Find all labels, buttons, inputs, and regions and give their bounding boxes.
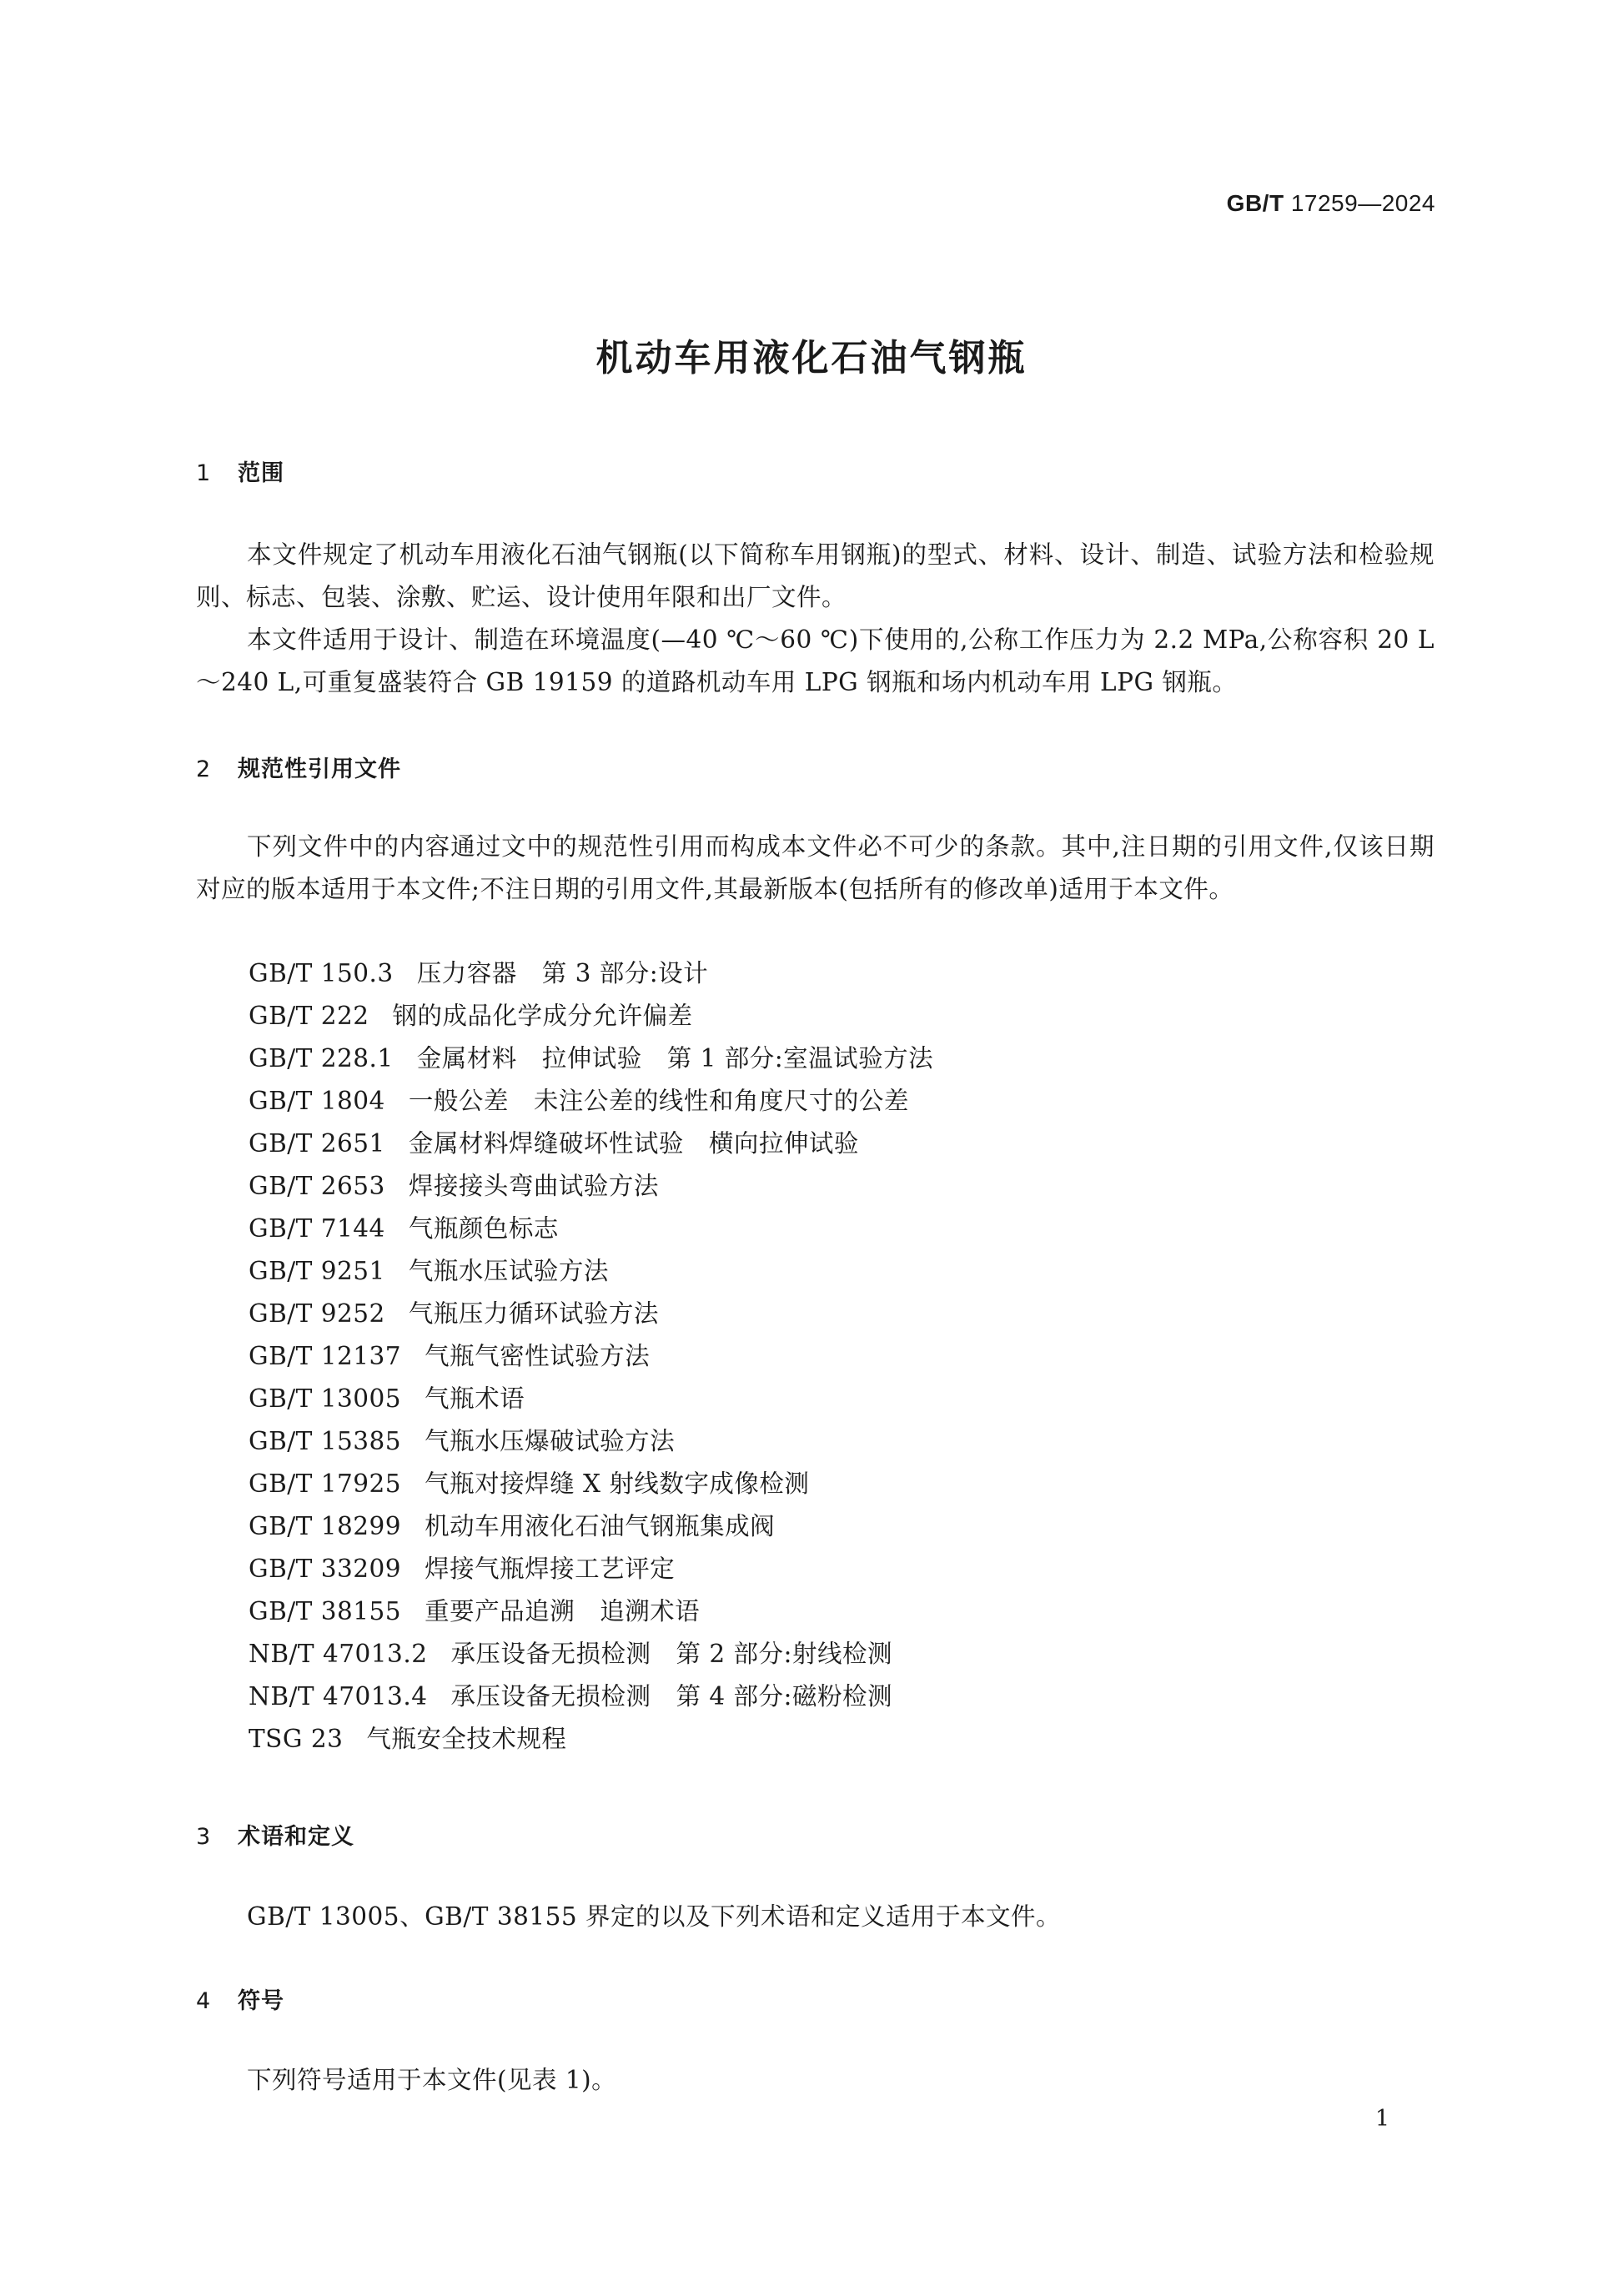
reference-item — [249, 1676, 933, 1718]
reference-title: 焊接气瓶焊接工艺评定 — [425, 1555, 676, 1583]
reference-code: GB/T 9252 — [249, 1299, 385, 1328]
reference-title: 压力容器 第 3 部分:设计 — [416, 959, 709, 987]
reference-code: TSG 23 — [249, 1725, 344, 1753]
reference-code: GB/T 17925 — [249, 1470, 402, 1498]
reference-code: NB/T 47013.4 — [249, 1682, 428, 1711]
reference-title: 气瓶压力循环试验方法 — [408, 1299, 659, 1328]
reference-code: GB/T 1804 — [249, 1087, 385, 1115]
standard-prefix: GB/T — [1226, 190, 1284, 216]
reference-item — [249, 1293, 933, 1335]
reference-code: GB/T 7144 — [249, 1214, 385, 1243]
reference-item — [249, 1633, 933, 1676]
reference-code: GB/T 12137 — [249, 1342, 402, 1370]
reference-item — [249, 1080, 933, 1123]
standard-code — [1227, 190, 1435, 217]
reference-item — [249, 1590, 933, 1633]
section-1-paragraph-1: 本文件规定了机动车用液化石油气钢瓶(以下简称车用钢瓶)的型式、材料、设计、制造、试验方法和检验规则、标志、包装、涂敷、贮运、设计使用年限和出厂文件。 — [196, 540, 1435, 611]
section-title: 符号 — [238, 1988, 284, 2014]
section-title: 规范性引用文件 — [238, 756, 401, 782]
page-number: 1 — [1374, 2106, 1389, 2132]
reference-title: 气瓶术语 — [425, 1384, 525, 1413]
reference-title: 气瓶安全技术规程 — [366, 1725, 567, 1753]
reference-item — [249, 1548, 933, 1590]
reference-title: 钢的成品化学成分允许偏差 — [392, 1002, 693, 1030]
reference-item — [249, 1420, 933, 1463]
reference-item — [249, 1718, 933, 1761]
section-1-paragraph-2: 本文件适用于设计、制造在环境温度(—40 ℃～60 ℃)下使用的,公称工作压力为 2.2 MPa,公称容积 20 L～240 L,可重复盛装符合 GB 19159 的道路机动车用 LPG 钢瓶和场内机动车用 LPG 钢瓶。 — [196, 625, 1435, 696]
reference-code: GB/T 2653 — [249, 1172, 385, 1200]
reference-title: 承压设备无损检测 第 4 部分:磁粉检测 — [450, 1682, 892, 1711]
reference-title: 气瓶颜色标志 — [408, 1214, 559, 1243]
section-title: 术语和定义 — [238, 1824, 354, 1850]
reference-item — [249, 1123, 933, 1165]
section-number: 1 — [196, 460, 212, 486]
reference-item — [249, 1037, 933, 1080]
section-4-paragraph-1: 下列符号适用于本文件(见表 1)。 — [247, 2066, 617, 2094]
normative-references-list — [249, 952, 933, 1761]
reference-item — [249, 1335, 933, 1378]
reference-code: GB/T 222 — [249, 1002, 369, 1030]
reference-code: GB/T 38155 — [249, 1597, 402, 1625]
reference-title: 承压设备无损检测 第 2 部分:射线检测 — [450, 1640, 892, 1668]
reference-item — [249, 1208, 933, 1250]
reference-code: NB/T 47013.2 — [249, 1640, 428, 1668]
section-1-heading — [196, 455, 284, 487]
reference-item — [249, 1378, 933, 1420]
reference-code: GB/T 228.1 — [249, 1044, 394, 1073]
reference-item — [249, 1463, 933, 1505]
reference-title: 气瓶气密性试验方法 — [425, 1342, 651, 1370]
section-title: 范围 — [238, 460, 284, 486]
reference-item — [249, 995, 933, 1037]
reference-item — [249, 952, 933, 995]
section-number: 3 — [196, 1824, 212, 1850]
reference-code: GB/T 18299 — [249, 1512, 402, 1540]
document-title: 机动车用液化石油气钢瓶 — [595, 337, 1028, 379]
reference-title: 气瓶水压爆破试验方法 — [425, 1427, 676, 1455]
reference-title: 金属材料焊缝破坏性试验 横向拉伸试验 — [408, 1129, 859, 1158]
reference-title: 气瓶水压试验方法 — [408, 1257, 609, 1285]
reference-item — [249, 1505, 933, 1548]
reference-title: 重要产品追溯 追溯术语 — [425, 1597, 701, 1625]
reference-code: GB/T 2651 — [249, 1129, 385, 1158]
reference-title: 焊接接头弯曲试验方法 — [408, 1172, 659, 1200]
reference-code: GB/T 13005 — [249, 1384, 402, 1413]
section-number: 2 — [196, 756, 212, 782]
section-number: 4 — [196, 1988, 212, 2014]
reference-code: GB/T 9251 — [249, 1257, 385, 1285]
reference-code: GB/T 33209 — [249, 1555, 402, 1583]
reference-code: GB/T 15385 — [249, 1427, 402, 1455]
reference-title: 机动车用液化石油气钢瓶集成阀 — [425, 1512, 776, 1540]
reference-title: 一般公差 未注公差的线性和角度尺寸的公差 — [408, 1087, 909, 1115]
standard-number: 17259—2024 — [1290, 190, 1435, 216]
reference-item — [249, 1250, 933, 1293]
section-4-heading — [196, 1982, 284, 2015]
reference-title: 气瓶对接焊缝 X 射线数字成像检测 — [425, 1470, 810, 1498]
section-2-heading — [196, 751, 401, 783]
reference-code: GB/T 150.3 — [249, 959, 394, 987]
section-2-paragraph-1: 下列文件中的内容通过文中的规范性引用而构成本文件必不可少的条款。其中,注日期的引用文件,仅该日期对应的版本适用于本文件;不注日期的引用文件,其最新版本(包括所有的修改单)适用于本文件。 — [196, 832, 1435, 903]
reference-item — [249, 1165, 933, 1208]
reference-title: 金属材料 拉伸试验 第 1 部分:室温试验方法 — [416, 1044, 934, 1073]
section-3-paragraph-1: GB/T 13005、GB/T 38155 界定的以及下列术语和定义适用于本文件。 — [247, 1902, 1062, 1931]
section-3-heading — [196, 1818, 354, 1851]
